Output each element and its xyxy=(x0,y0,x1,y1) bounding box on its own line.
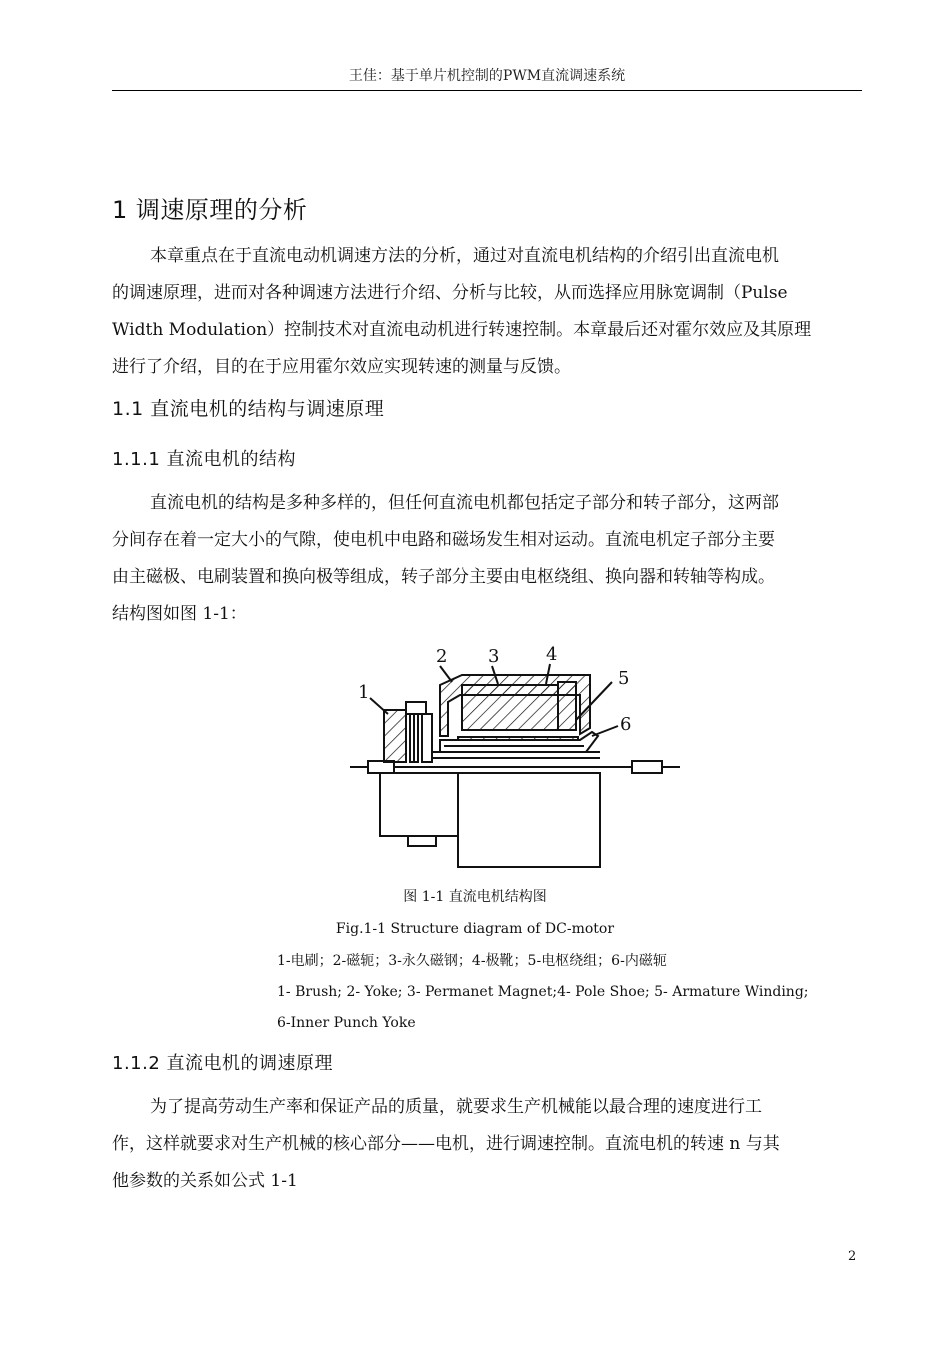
structure-line: 结构图如图 1-1： xyxy=(112,604,247,624)
intro-paragraph xyxy=(112,238,860,386)
shaft-right-stub xyxy=(632,761,662,773)
figure-legend-en-2: 6-Inner Punch Yoke xyxy=(277,1015,416,1031)
chapter-title: 1 调速原理的分析 xyxy=(112,196,308,224)
page-number: 2 xyxy=(848,1249,857,1264)
connector-block xyxy=(408,836,436,846)
running-header: 王佳：基于单片机控制的PWM直流调速系统 xyxy=(348,68,626,84)
figure-label-3: 3 xyxy=(488,646,500,667)
dc-motor-structure-diagram xyxy=(340,640,690,875)
figure-label-5: 5 xyxy=(618,668,630,689)
structure-line: 由主磁极、电刷装置和换向极等组成，转子部分主要由电枢绕组、换向器和转轴等构成。 xyxy=(112,567,775,587)
figure-label-1: 1 xyxy=(358,682,370,703)
speed-line: 他参数的关系如公式 1-1 xyxy=(112,1171,298,1191)
figure-label-6: 6 xyxy=(620,714,632,735)
figure-label-2: 2 xyxy=(436,646,448,667)
speed-principle-paragraph xyxy=(112,1089,860,1200)
intro-line: 进行了介绍，目的在于应用霍尔效应实现转速的测量与反馈。 xyxy=(112,357,571,377)
lower-housing-body xyxy=(458,773,600,867)
lower-housing-left xyxy=(380,773,460,836)
figure-legend-en-1: 1- Brush; 2- Yoke; 3- Permanet Magnet;4- Pole Shoe; 5- Armature Winding; xyxy=(277,984,809,1000)
figure-label-4: 4 xyxy=(546,644,558,665)
structure-line: 分间存在着一定大小的气隙，使电机中电路和磁场发生相对运动。直流电机定子部分主要 xyxy=(112,530,775,550)
speed-line: 作，这样就要求对生产机械的核心部分——电机，进行调速控制。直流电机的转速 n 与其 xyxy=(112,1134,780,1154)
figure-legend-cn: 1-电刷；2-磁轭；3-永久磁钢；4-极靴；5-电枢绕组；6-内磁轭 xyxy=(277,953,667,969)
brush xyxy=(384,710,406,762)
permanent-magnet xyxy=(462,685,558,730)
structure-paragraph xyxy=(112,485,860,633)
figure-caption-cn: 图 1-1 直流电机结构图 xyxy=(403,889,547,905)
figure-caption-en: Fig.1-1 Structure diagram of DC-motor xyxy=(335,921,615,937)
inner-yoke xyxy=(440,732,598,752)
header-rule xyxy=(112,90,862,91)
section-1-1-2-title: 1.1.2 直流电机的调速原理 xyxy=(112,1053,334,1074)
section-1-1-title: 1.1 直流电机的结构与调速原理 xyxy=(112,398,385,420)
intro-line: 的调速原理，进而对各种调速方法进行介绍、分析与比较，从而选择应用脉宽调制（Pulse xyxy=(112,283,788,303)
intro-line: Width Modulation）控制技术对直流电动机进行转速控制。本章最后还对霍尔效应及其原理 xyxy=(112,320,812,340)
speed-line: 为了提高劳动生产率和保证产品的质量，就要求生产机械能以最合理的速度进行工 xyxy=(150,1097,762,1117)
pole-shoe xyxy=(558,682,576,730)
structure-line: 直流电机的结构是多种多样的，但任何直流电机都包括定子部分和转子部分，这两部 xyxy=(150,493,779,513)
section-1-1-1-title: 1.1.1 直流电机的结构 xyxy=(112,449,297,470)
intro-line: 本章重点在于直流电动机调速方法的分析，通过对直流电机结构的介绍引出直流电机 xyxy=(150,246,779,266)
